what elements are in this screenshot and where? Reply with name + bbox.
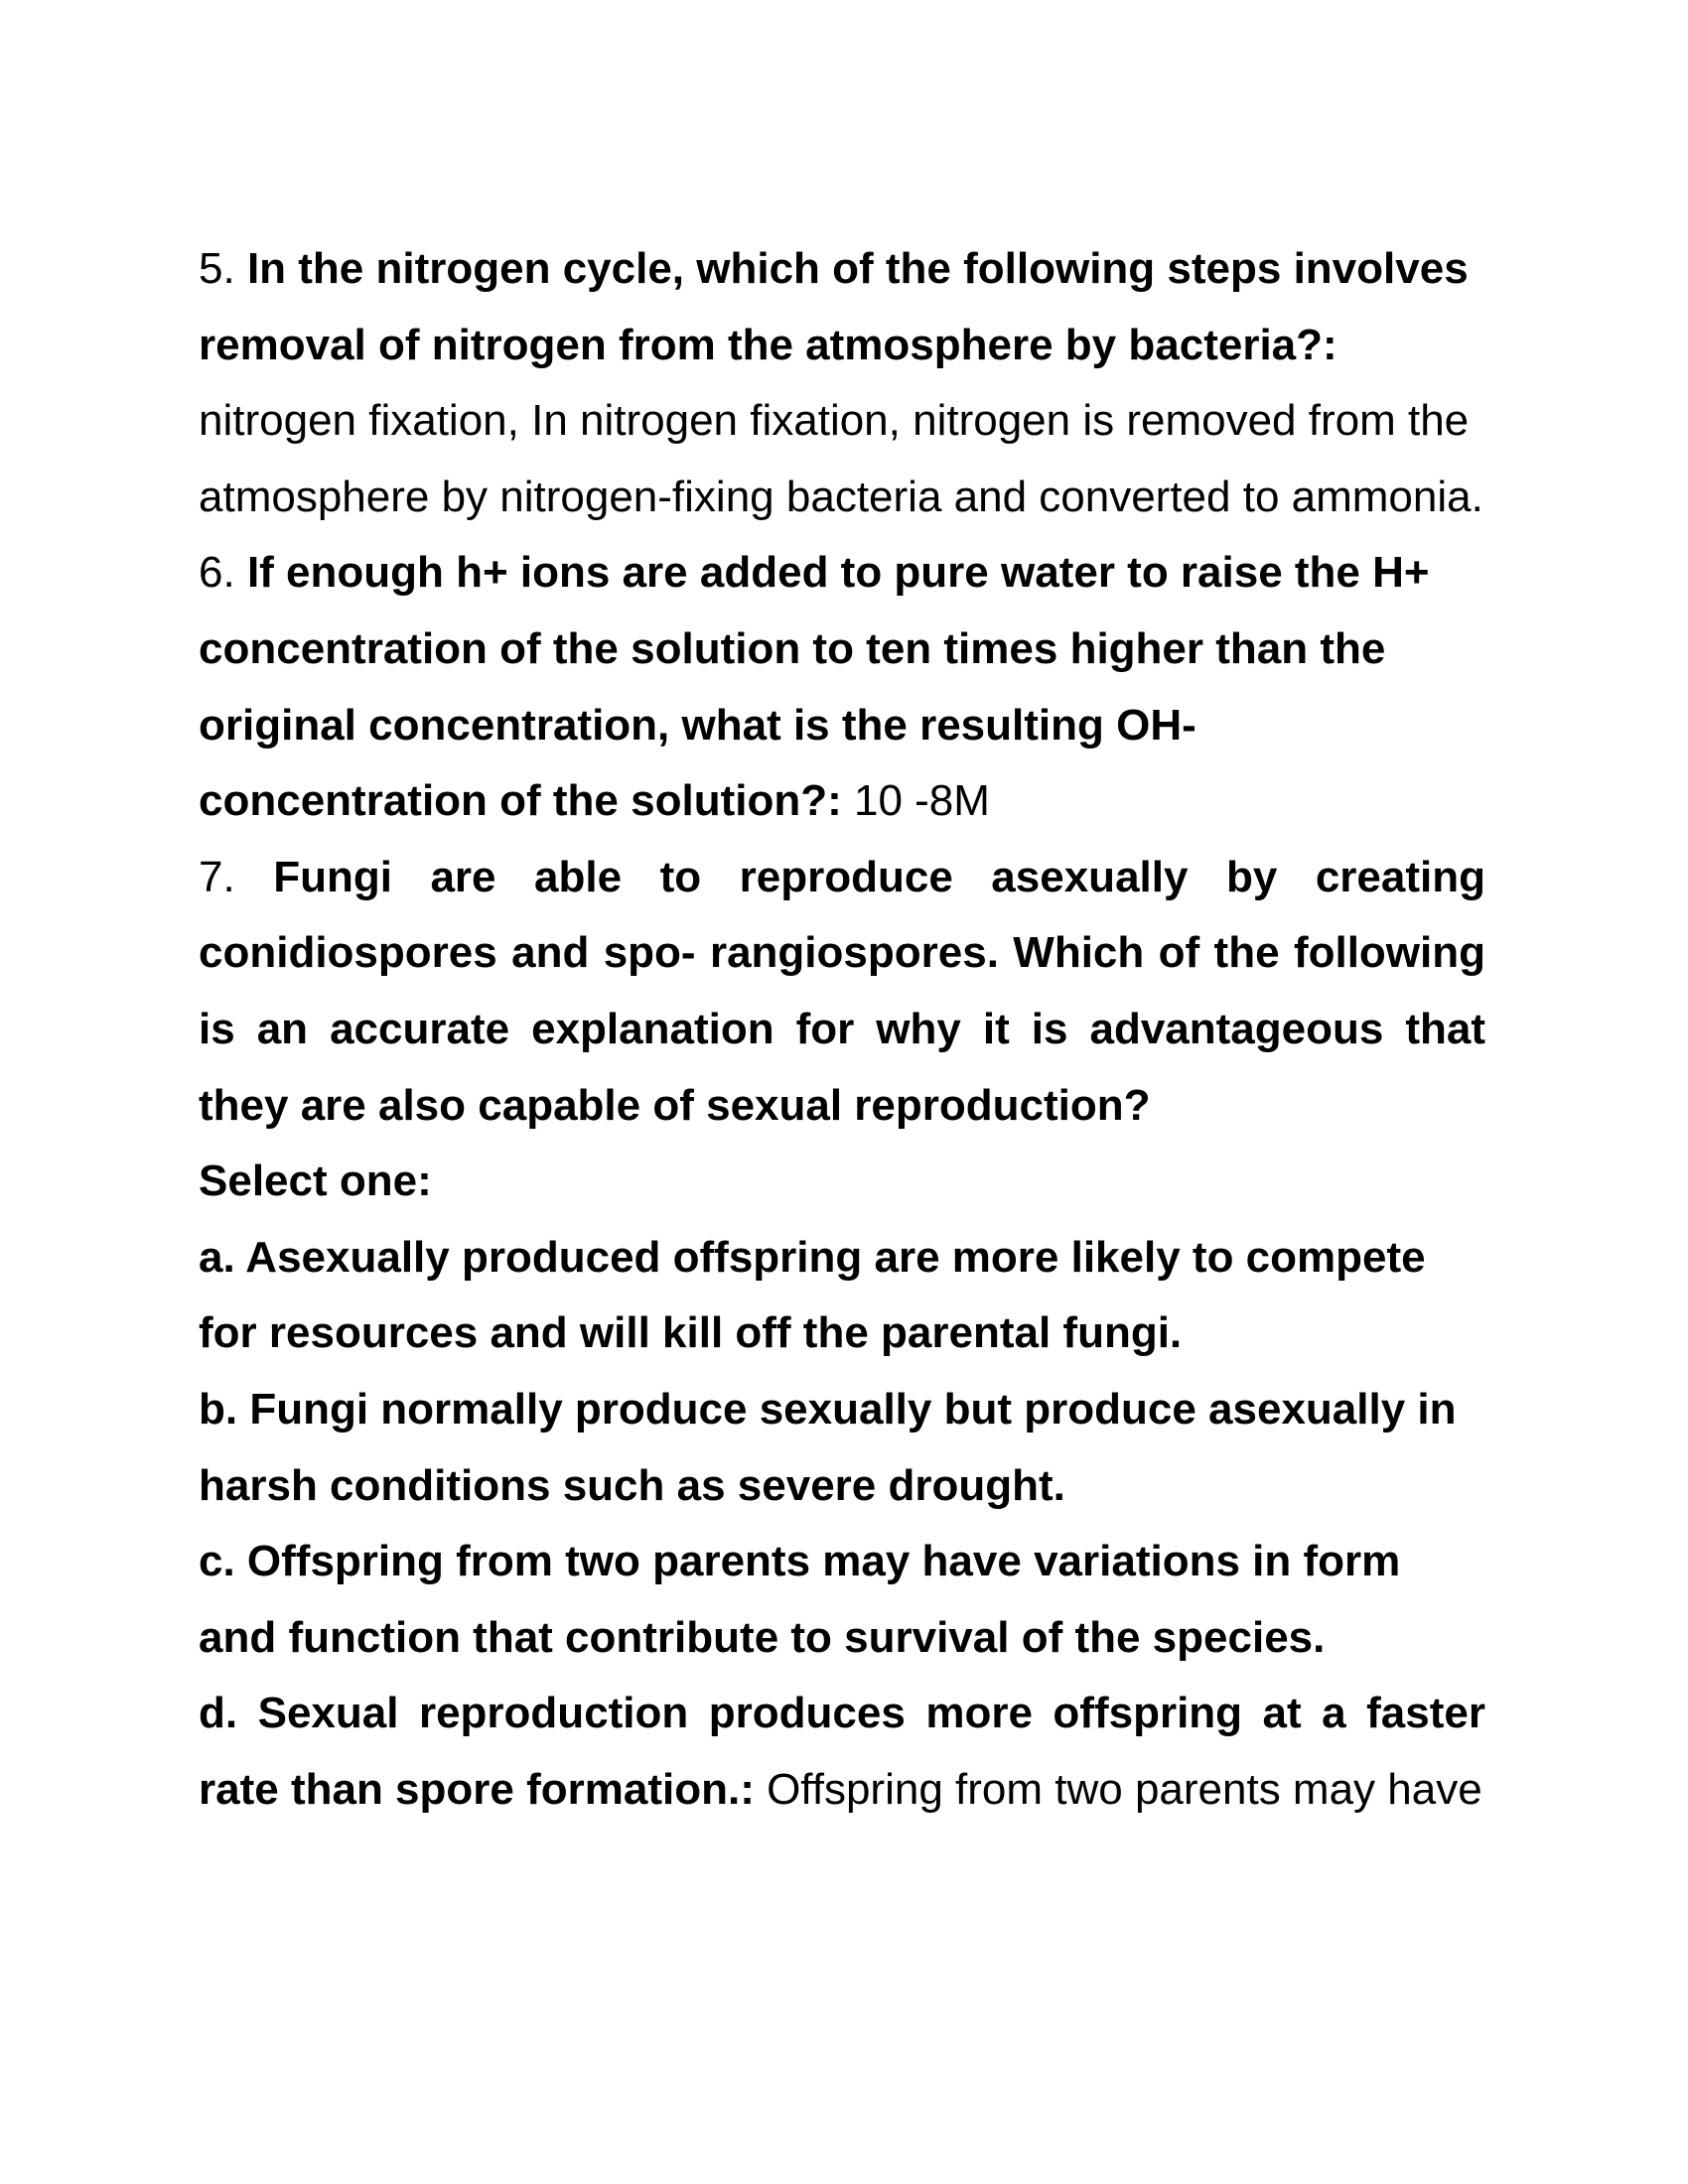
- question-number: 5.: [199, 244, 235, 293]
- question-5: [199, 231, 1485, 535]
- option-a: a. Asexually produced offspring are more likely to compete for resources and will kill off the parental fungi.: [199, 1232, 1426, 1358]
- answer-text: Offspring from two parents may have: [767, 1764, 1482, 1814]
- question-number: 7.: [199, 852, 235, 901]
- question-number: 6.: [199, 548, 235, 598]
- option-d: d. Sexual reproduction produces more offspring at a faster rate than spore formation.:: [199, 1689, 1485, 1814]
- option-b: b. Fungi normally produce sexually but produce asexually in harsh conditions such as severe drought.: [199, 1384, 1457, 1510]
- question-6: [199, 535, 1485, 839]
- select-one-label: Select one:: [199, 1157, 432, 1206]
- option-d-with-answer: [199, 1676, 1485, 1828]
- question-text: In the nitrogen cycle, which of the following steps involves removal of nitrogen from the atmosphere by bacteria?:: [199, 244, 1469, 369]
- question-7-stem: [199, 840, 1485, 1144]
- answer-text: 10 -8M: [853, 776, 990, 826]
- document-page: [199, 231, 1485, 1828]
- option-c: c. Offspring from two parents may have variations in form and function that contribute to survival of the species.: [199, 1537, 1401, 1662]
- question-7: [199, 840, 1485, 1829]
- question-text: If enough h+ ions are added to pure water to raise the H+ concentration of the solution to ten times higher than the original concentration, what is the resulting OH- concentration of the solution?:: [199, 548, 1430, 826]
- answer-text: nitrogen fixation, In nitrogen fixation, nitrogen is removed from the atmosphere by nitrogen-fixing bacteria and converted to ammonia.: [199, 396, 1483, 521]
- question-text: Fungi are able to reproduce asexually by creating conidiospores and spo- rangiospores. Which of the following is an accurate explanation for why it is advantageous that they are also capable of sexual reproduction?: [199, 852, 1485, 1130]
